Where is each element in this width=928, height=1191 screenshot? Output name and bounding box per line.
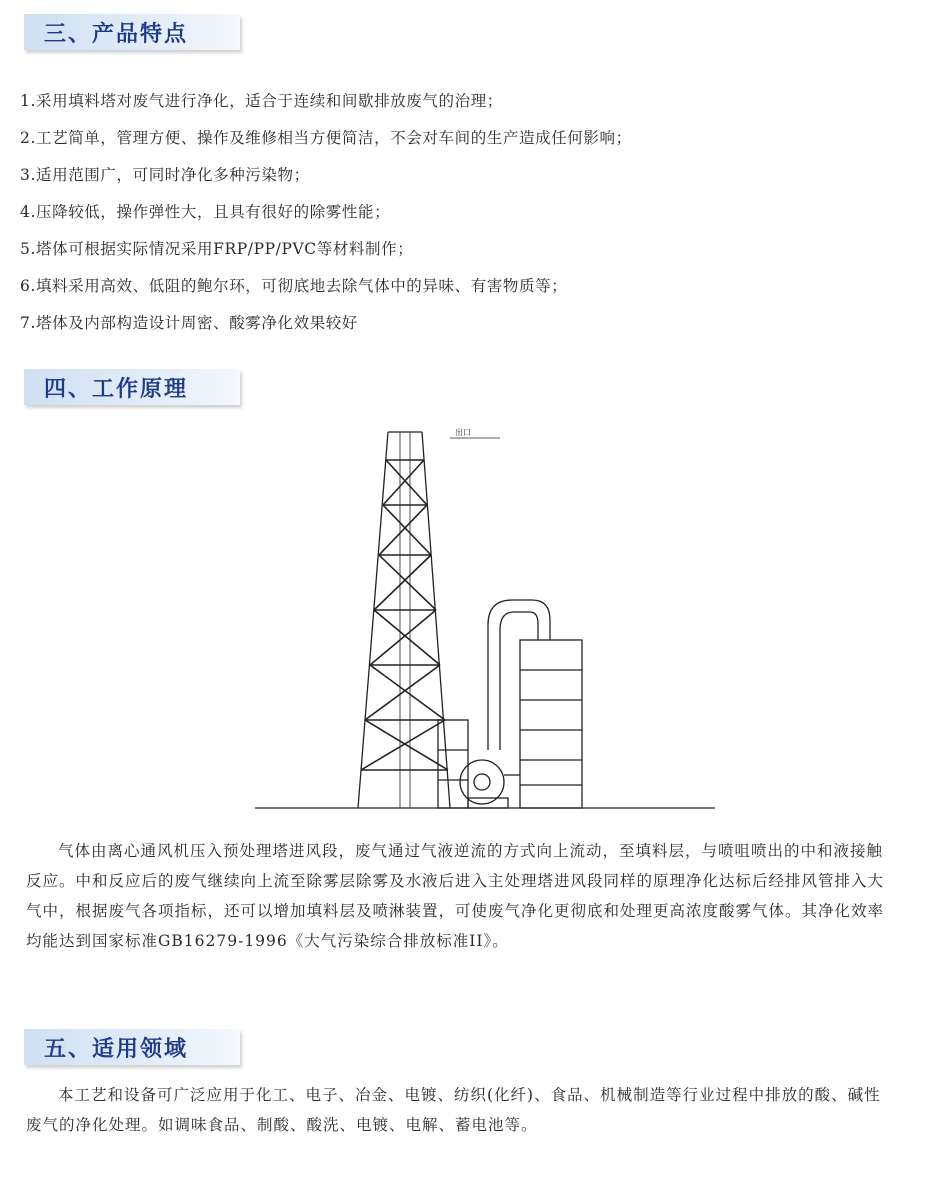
list-item: 6.填料采用高效、低阻的鲍尔环，可彻底地去除气体中的异味、有害物质等；: [20, 277, 568, 295]
section-heading-application: [24, 1029, 240, 1065]
section-heading-features: [24, 14, 240, 50]
section-title: 三、产品特点: [44, 21, 189, 47]
scrubber-tower-diagram: [250, 420, 720, 815]
list-item: 7.塔体及内部构造设计周密、酸雾净化效果较好: [20, 314, 358, 332]
outlet-label: 出口: [455, 428, 471, 437]
working-principle-paragraph: 气体由离心通风机压入预处理塔进风段，废气通过气液逆流的方式向上流动，至填料层，与喷咀喷出的中和液接触反应。中和反应后的废气继续向上流至除雾层除雾及水液后进入主处理塔进风段同样的原理净化达标后经排风管排入大气中，根据废气各项指标，还可以增加填料层及喷淋装置，可使废气净化更彻底和处理更高浓度酸雾气体。其净化效率均能达到国家标准GB16279-1996《大气污染综合排放标准II》。: [26, 842, 885, 950]
list-item: 2.工艺简单，管理方便、操作及维修相当方便简洁，不会对车间的生产造成任何影响；: [20, 129, 632, 147]
feature-list: [20, 86, 900, 345]
list-item: 1.采用填料塔对废气进行净化，适合于连续和间歇排放废气的治理；: [20, 92, 503, 110]
section-heading-principle: [24, 369, 240, 405]
list-item: 5.塔体可根据实际情况采用FRP/PP/PVC等材料制作；: [20, 240, 414, 258]
section-title: 五、适用领域: [44, 1036, 189, 1062]
application-paragraph: 本工艺和设备可广泛应用于化工、电子、冶金、电镀、纺织(化纤)、食品、机械制造等行业过程中排放的酸、碱性废气的净化处理。如调味食品、制酸、酸洗、电镀、电解、蓄电池等。: [26, 1086, 881, 1134]
section-title: 四、工作原理: [44, 376, 189, 402]
list-item: 4.压降较低，操作弹性大，且具有很好的除雾性能；: [20, 203, 391, 221]
list-item: 3.适用范围广，可同时净化多种污染物；: [20, 166, 310, 184]
